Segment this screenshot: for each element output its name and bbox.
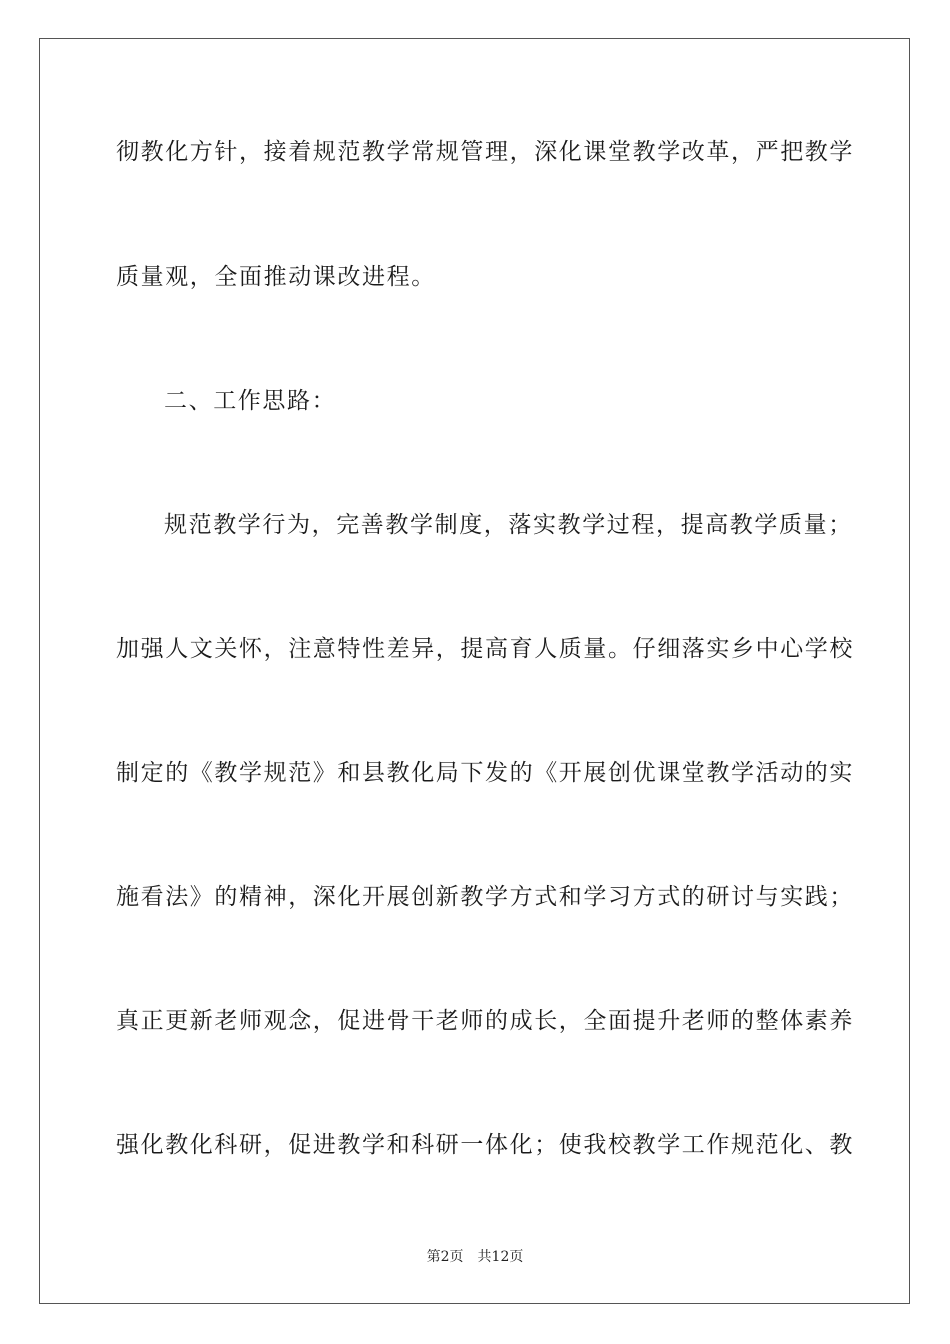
body-line-7: 施看法》的精神，深化开展创新教学方式和学习方式的研讨与实践； bbox=[116, 884, 854, 910]
section-heading: 二、工作思路： bbox=[164, 388, 337, 414]
page-number: 第2页 bbox=[426, 1249, 464, 1265]
body-line-9: 强化教化科研，促进教学和科研一体化；使我校教学工作规范化、教 bbox=[116, 1132, 854, 1158]
page-footer bbox=[0, 1248, 950, 1266]
page-border bbox=[39, 38, 910, 1304]
total-pages: 共12页 bbox=[477, 1249, 524, 1265]
body-line-5: 加强人文关怀，注意特性差异，提高育人质量。仔细落实乡中心学校 bbox=[116, 636, 854, 662]
body-line-2: 质量观，全面推动课改进程。 bbox=[116, 264, 436, 290]
body-line-6: 制定的《教学规范》和县教化局下发的《开展创优课堂教学活动的实 bbox=[116, 760, 854, 786]
body-line-8: 真正更新老师观念，促进骨干老师的成长，全面提升老师的整体素养 bbox=[116, 1008, 854, 1034]
body-line-1: 彻教化方针，接着规范教学常规管理，深化课堂教学改革，严把教学 bbox=[116, 139, 854, 165]
body-line-4: 规范教学行为，完善教学制度，落实教学过程，提高教学质量； bbox=[164, 512, 853, 538]
